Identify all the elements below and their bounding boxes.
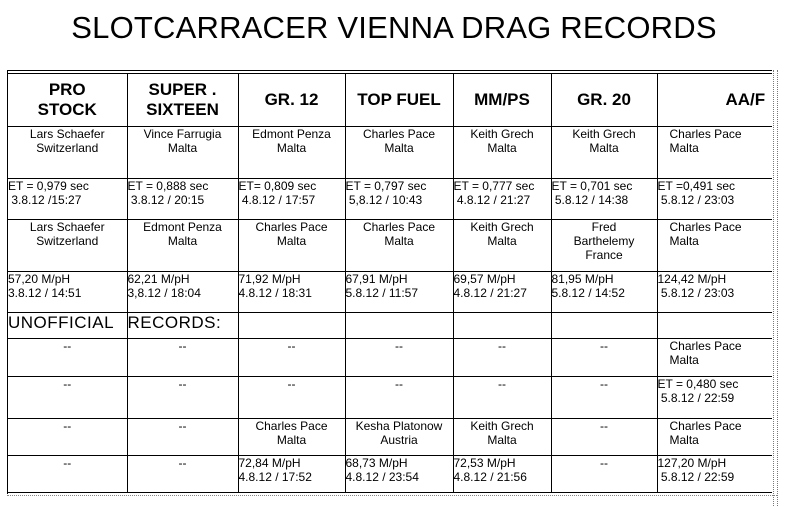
- table-cell: ET = 0,888 sec 3.8.12 / 20:15: [127, 179, 238, 220]
- unofficial-record-row: [8, 339, 772, 377]
- table-cell: --: [345, 377, 453, 419]
- page-bottom-guide: [7, 495, 777, 496]
- table-cell: [238, 313, 345, 339]
- table-cell: Edmont Penza Malta: [238, 127, 345, 179]
- table-cell: ET = 0,480 sec 5.8.12 / 22:59: [657, 377, 772, 419]
- table-cell: 71,92 M/pH 4.8.12 / 18:31: [238, 272, 345, 313]
- table-cell: 72,53 M/pH 4.8.12 / 21:56: [453, 456, 551, 493]
- column-header-label: PRO STOCK: [37, 80, 97, 119]
- table-top-border: [8, 70, 772, 71]
- table-cell: --: [8, 377, 127, 419]
- table-cell: --: [551, 419, 657, 456]
- table-cell: Edmont Penza Malta: [127, 220, 238, 272]
- table-cell: ET =0,491 sec 5.8.12 / 23:03: [657, 179, 772, 220]
- table-cell: ET= 0,809 sec 4.8.12 / 17:57: [238, 179, 345, 220]
- table-cell: Vince Farrugia Malta: [127, 127, 238, 179]
- table-cell: 72,84 M/pH 4.8.12 / 17:52: [238, 456, 345, 493]
- column-header-label: AA/F: [725, 90, 766, 109]
- table-cell: --: [551, 456, 657, 493]
- table-cell: --: [453, 377, 551, 419]
- column-header-label: SUPER . SIXTEEN: [146, 80, 219, 119]
- unofficial-record-row: [8, 419, 772, 456]
- table-cell: Charles Pace Malta: [657, 127, 772, 179]
- table-cell: Charles Pace Malta: [657, 419, 772, 456]
- column-header: [453, 74, 551, 127]
- table-cell: Keith Grech Malta: [453, 220, 551, 272]
- table-cell: Charles Pace Malta: [345, 220, 453, 272]
- table-cell: --: [238, 339, 345, 377]
- page-title: SLOTCARRACER VIENNA DRAG RECORDS: [71, 10, 717, 45]
- record-row: [8, 179, 772, 220]
- table-cell: --: [238, 377, 345, 419]
- table-cell: ET = 0,979 sec 3.8.12 /15:27: [8, 179, 127, 220]
- page-edge-guide: [777, 70, 778, 506]
- header-row: [8, 74, 772, 127]
- table-cell: [453, 313, 551, 339]
- column-header: [127, 74, 238, 127]
- table-cell: ET = 0,701 sec 5.8.12 / 14:38: [551, 179, 657, 220]
- column-header: [8, 74, 127, 127]
- table-cell: Lars Schaefer Switzerland: [8, 127, 127, 179]
- table-cell: Charles Pace Malta: [238, 220, 345, 272]
- table-cell: Kesha Platonow Austria: [345, 419, 453, 456]
- table-cell: ET = 0,777 sec 4.8.12 / 21:27: [453, 179, 551, 220]
- table-cell: 62,21 M/pH 3,8.12 / 18:04: [127, 272, 238, 313]
- table-cell: --: [345, 339, 453, 377]
- table-cell: 69,57 M/pH 4.8.12 / 21:27: [453, 272, 551, 313]
- table-cell: Lars Schaefer Switzerland: [8, 220, 127, 272]
- table-cell: --: [551, 377, 657, 419]
- table-cell: --: [127, 456, 238, 493]
- table-cell: [551, 313, 657, 339]
- table-cell: --: [8, 339, 127, 377]
- column-header-label: TOP FUEL: [357, 90, 441, 109]
- table-cell: --: [453, 339, 551, 377]
- table-cell: Charles Pace Malta: [345, 127, 453, 179]
- records-table: [8, 73, 772, 493]
- table-cell: Keith Grech Malta: [551, 127, 657, 179]
- table-cell: Keith Grech Malta: [453, 127, 551, 179]
- page-edge-guide: [773, 70, 774, 506]
- record-row: [8, 272, 772, 313]
- table-cell: --: [127, 339, 238, 377]
- column-header: [657, 74, 772, 127]
- column-header: [238, 74, 345, 127]
- table-cell: --: [127, 377, 238, 419]
- table-cell: 81,95 M/pH 5.8.12 / 14:52: [551, 272, 657, 313]
- table-cell: --: [8, 456, 127, 493]
- table-cell: --: [8, 419, 127, 456]
- column-header: [345, 74, 453, 127]
- table-cell: 57,20 M/pH 3.8.12 / 14:51: [8, 272, 127, 313]
- table-cell: --: [551, 339, 657, 377]
- column-header-label: MM/PS: [474, 90, 530, 109]
- table-cell: 68,73 M/pH 4.8.12 / 23:54: [345, 456, 453, 493]
- unofficial-record-row: [8, 377, 772, 419]
- table-cell: Keith Grech Malta: [453, 419, 551, 456]
- table-cell: Charles Pace Malta: [657, 339, 772, 377]
- table-cell: [345, 313, 453, 339]
- unofficial-heading-row: [8, 313, 772, 339]
- table-cell: Charles Pace Malta: [238, 419, 345, 456]
- record-row: [8, 127, 772, 179]
- column-header-label: GR. 12: [264, 90, 319, 109]
- unofficial-record-row: [8, 456, 772, 493]
- table-cell: ET = 0,797 sec 5,8.12 / 10:43: [345, 179, 453, 220]
- records-table-frame: [7, 70, 772, 494]
- table-cell: 67,91 M/pH 5.8.12 / 11:57: [345, 272, 453, 313]
- table-cell: 124,42 M/pH 5.8.12 / 23:03: [657, 272, 772, 313]
- unofficial-label: RECORDS:: [127, 313, 238, 339]
- column-header-label: GR. 20: [577, 90, 631, 109]
- table-cell: 127,20 M/pH 5.8.12 / 22:59: [657, 456, 772, 493]
- table-cell: Fred Barthelemy France: [551, 220, 657, 272]
- record-row: [8, 220, 772, 272]
- table-cell: Charles Pace Malta: [657, 220, 772, 272]
- unofficial-label: UNOFFICIAL: [8, 313, 127, 339]
- column-header: [551, 74, 657, 127]
- table-cell: --: [127, 419, 238, 456]
- table-cell: [657, 313, 772, 339]
